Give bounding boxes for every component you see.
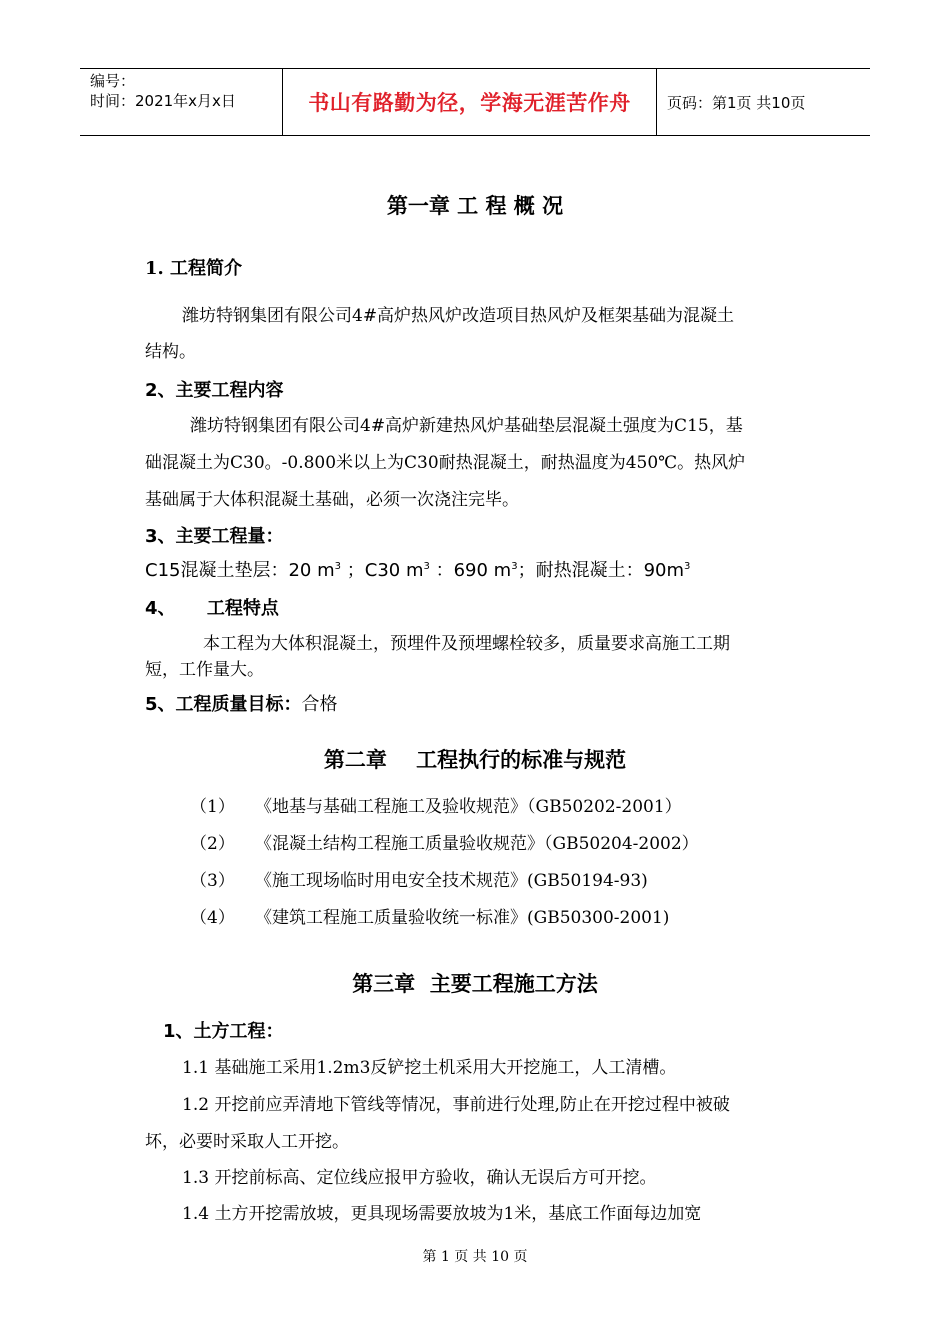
qty-c30-value: ：690 m [435, 560, 512, 581]
earthwork-p1: 1.1 基础施工采用1.2m3反铲挖土机采用大开挖施工，人工清槽。 [182, 1058, 677, 1078]
s4-line2: 短，工作量大。 [145, 660, 264, 680]
earthwork-p4-line1: 1.4 土方开挖需放坡，更具现场需要放坡为1米，基底工作面每边加宽 [182, 1204, 702, 1224]
quantities-line [145, 556, 690, 582]
chapter1-title: 第一章 工 程 概 况 [386, 193, 564, 218]
earthwork-title: 1、土方工程： [163, 1021, 284, 1042]
qty-c15: C15混凝土垫层：20 m [145, 560, 335, 581]
header-left-cell [80, 69, 283, 135]
standard-item [190, 792, 682, 817]
section1-title: 1. 工程简介 [145, 258, 243, 279]
qty-heat: ；耐热混凝土：90m [517, 560, 685, 581]
standard-text: 《施工现场临时用电安全技术规范》(GB50194-93) [255, 871, 648, 891]
standard-number: （1） [190, 797, 235, 817]
s1-line1: 潍坊特钢集团有限公司4#高炉热风炉改造项目热风炉及框架基础为混凝土 [182, 306, 735, 326]
section4-title: 4、 工程特点 [145, 598, 279, 619]
standard-number: （3） [190, 871, 235, 891]
s4-line1: 本工程为大体积混凝土，预埋件及预埋螺栓较多，质量要求高施工工期 [203, 634, 730, 654]
earthwork-p2-line2: 坏，必要时采取人工开挖。 [145, 1132, 349, 1152]
standard-number: （4） [190, 908, 235, 928]
standard-item [190, 903, 669, 928]
motto: 书山有路勤为径，学海无涯苦作舟 [283, 69, 657, 135]
page-label: 页码：第1页 共10页 [667, 93, 806, 112]
standard-text: 《混凝土结构工程施工质量验收规范》（GB50204-2002） [255, 834, 699, 854]
s2-line3: 基础属于大体积混凝土基础，必须一次浇注完毕。 [145, 490, 519, 510]
section5-title [145, 690, 338, 716]
s2-line2: 础混凝土为C30。-0.800米以上为C30耐热混凝土，耐热温度为450℃。热风炉 [145, 453, 746, 473]
earthwork-p2-line1: 1.2 开挖前应弄清地下管线等情况，事前进行处理,防止在开挖过程中被破 [182, 1095, 730, 1115]
qty-c30: ；C30 m [346, 560, 424, 581]
number-label: 编号： [90, 72, 136, 90]
section2-title: 2、主要工程内容 [145, 380, 284, 401]
header-table [80, 68, 870, 136]
s2-line1: 潍坊特钢集团有限公司4#高炉新建热风炉基础垫层混凝土强度为C15，基 [190, 416, 743, 436]
standard-item [190, 866, 648, 891]
sup-3: 3 [334, 561, 342, 572]
quality-target-value: 合格 [301, 694, 338, 715]
sup-3: 3 [423, 561, 430, 572]
sup-3: 3 [511, 561, 518, 572]
earthwork-p3: 1.3 开挖前标高、定位线应报甲方验收，确认无误后方可开挖。 [182, 1168, 657, 1188]
standard-text: 《建筑工程施工质量验收统一标准》(GB50300-2001) [255, 908, 670, 928]
chapter3-title: 第三章 主要工程施工方法 [352, 971, 598, 996]
date-label: 时间：2021年x月x日 [90, 92, 236, 110]
standard-number: （2） [190, 834, 235, 854]
section3-title: 3、主要工程量： [145, 526, 284, 547]
chapter2-title: 第二章 工程执行的标准与规范 [323, 747, 627, 772]
standard-text: 《地基与基础工程施工及验收规范》（GB50202-2001） [255, 797, 682, 817]
standard-item [190, 829, 699, 854]
page-footer: 第 1 页 共 10 页 [422, 1249, 528, 1265]
section5-label: 5、工程质量目标： [145, 694, 302, 715]
s1-line2: 结构。 [145, 342, 196, 362]
sup-3: 3 [684, 561, 691, 572]
